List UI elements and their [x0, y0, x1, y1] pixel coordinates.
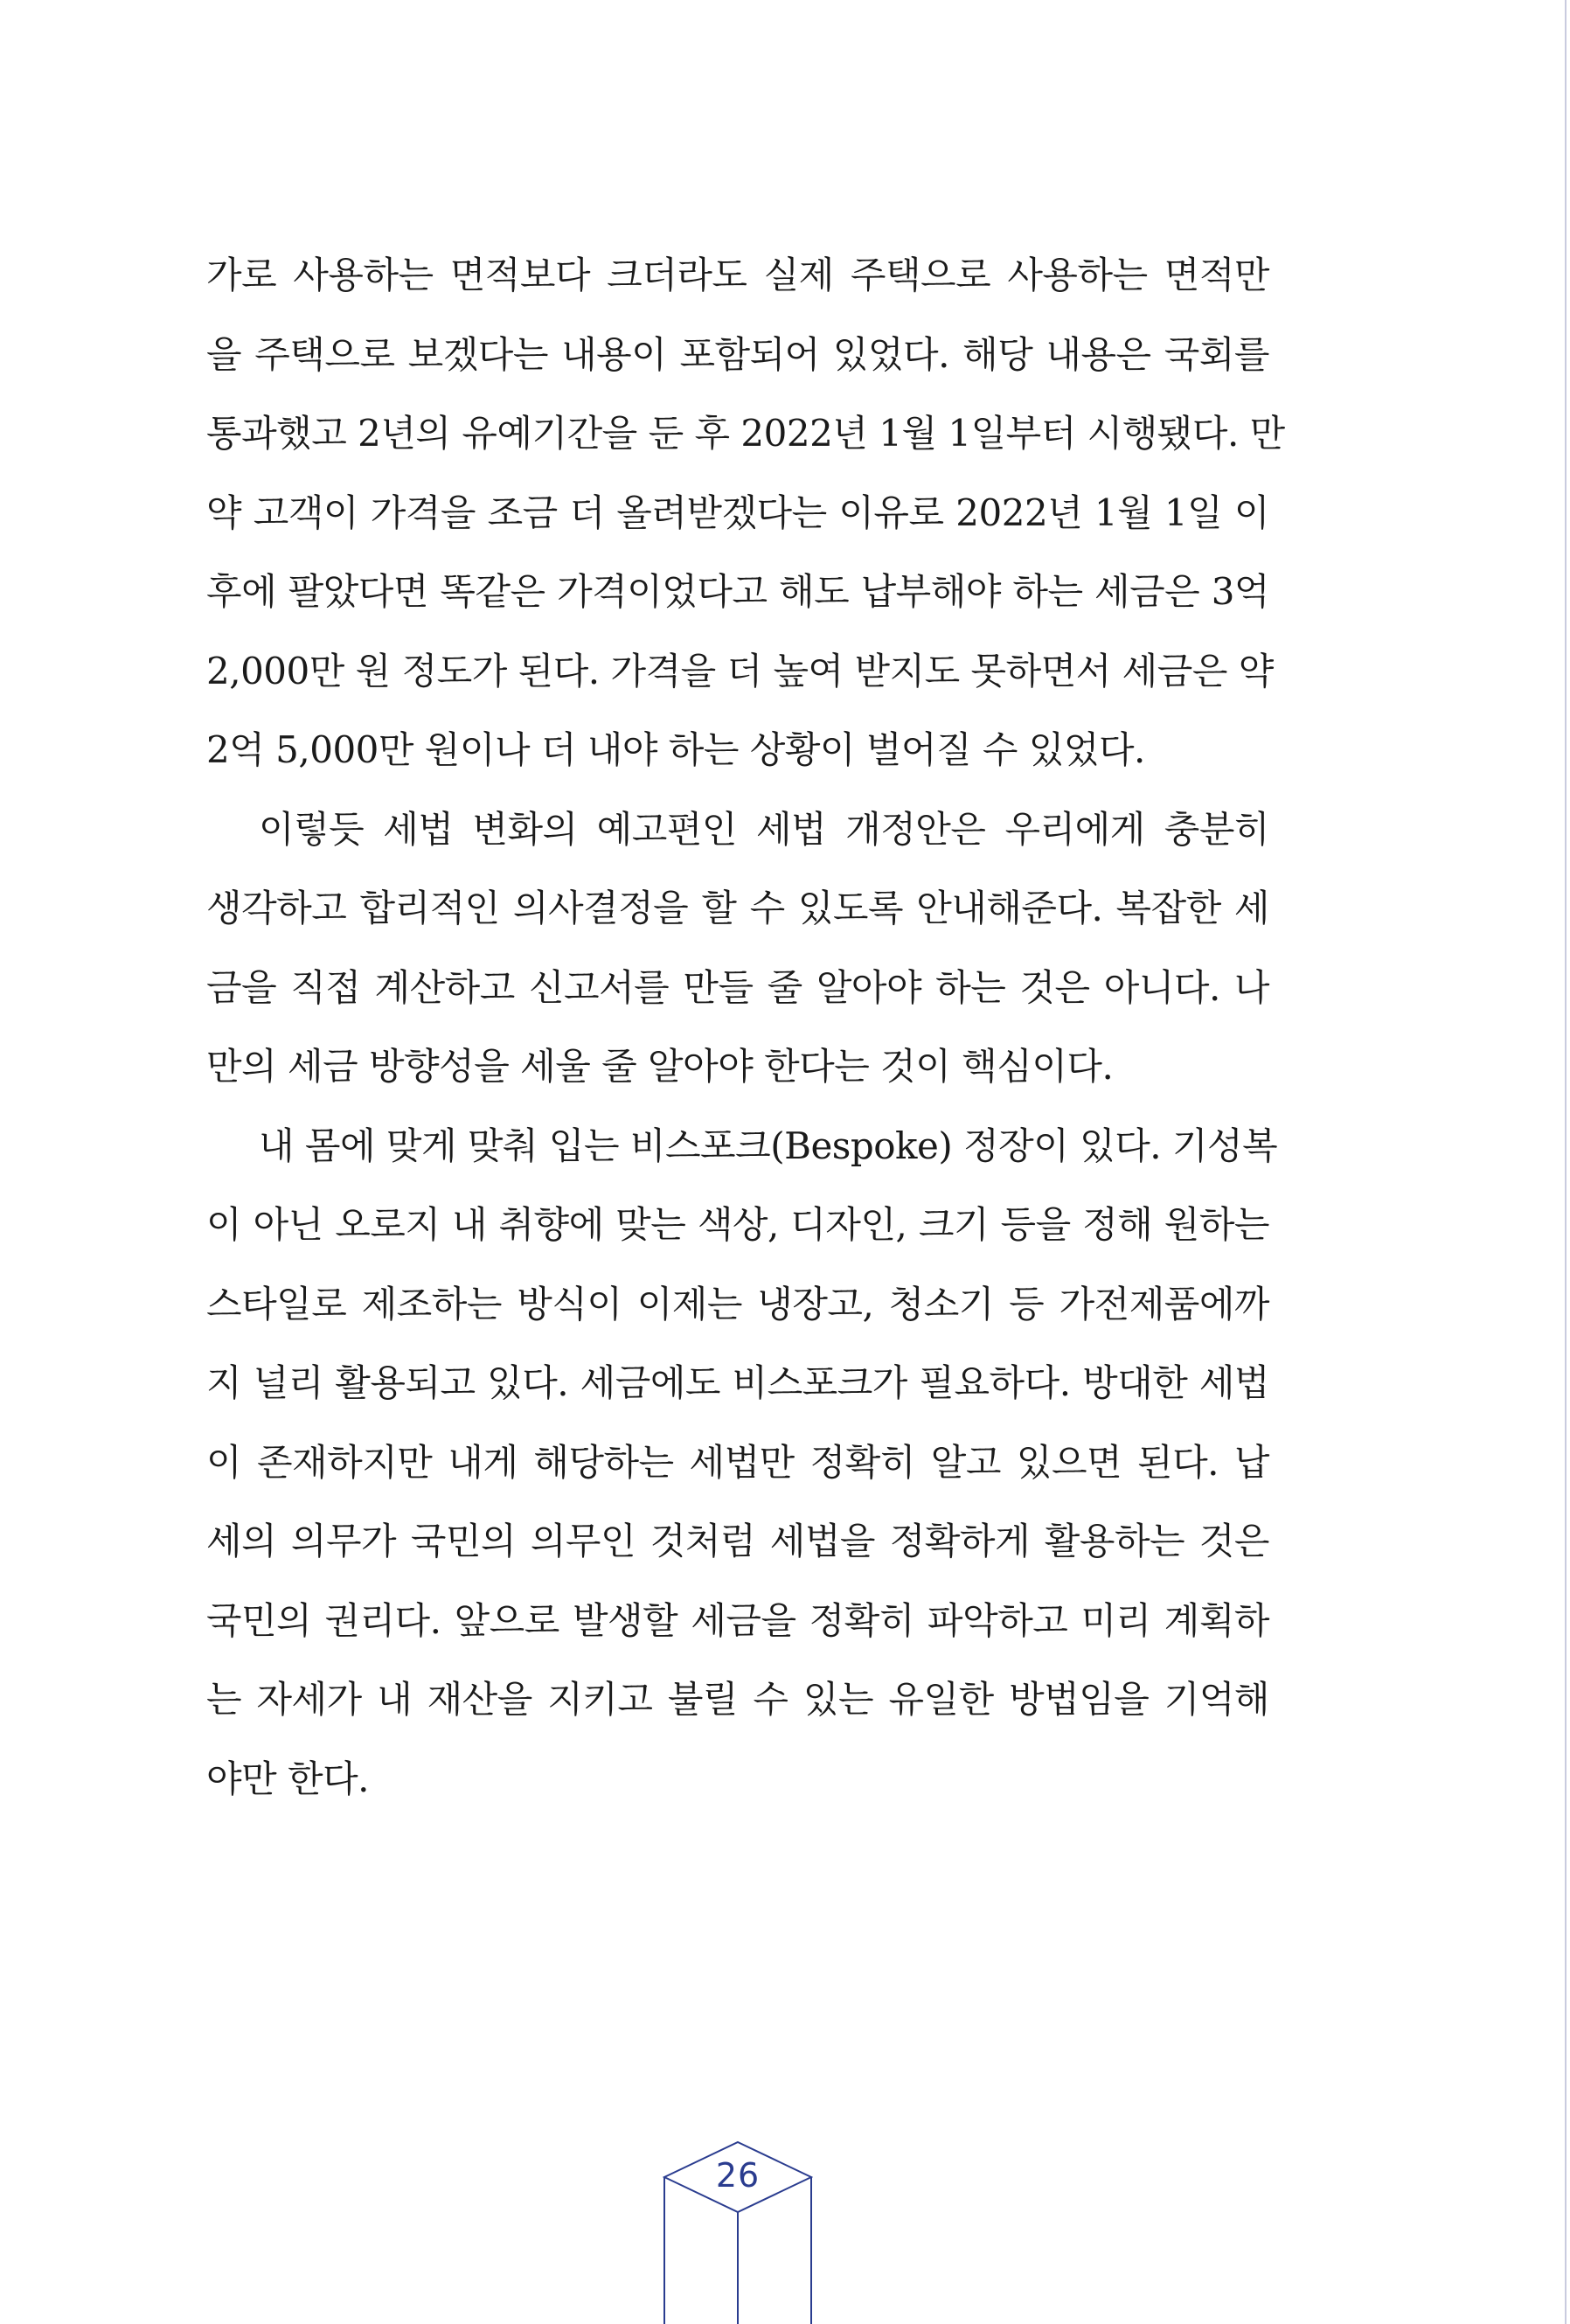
text-line: 생각하고 합리적인 의사결정을 할 수 있도록 안내해준다. 복잡한 세 — [206, 887, 1269, 929]
text-line: 이 존재하지만 내게 해당하는 세법만 정확히 알고 있으면 된다. 납 — [206, 1440, 1269, 1484]
text-line: 약 고객이 가격을 조금 더 올려받겠다는 이유로 2022년 1월 1일 이 — [206, 491, 1269, 534]
text-line: 2,000만 원 정도가 된다. 가격을 더 높여 받지도 못하면서 세금은 약 — [206, 649, 1274, 692]
text-line: 내 몸에 맞게 맞춰 입는 비스포크(Bespoke) 정장이 있다. 기성복 — [259, 1124, 1278, 1167]
page-number: 26 — [715, 2156, 761, 2195]
text-line: 세의 의무가 국민의 의무인 것처럼 세법을 정확하게 활용하는 것은 — [206, 1520, 1269, 1562]
text-line: 금을 직접 계산하고 신고서를 만들 줄 알아야 하는 것은 아니다. 나 — [206, 965, 1269, 1009]
text-line: 지 널리 활용되고 있다. 세금에도 비스포크가 필요하다. 방대한 세법 — [206, 1361, 1269, 1404]
text-line: 2억 5,000만 원이나 더 내야 하는 상황이 벌어질 수 있었다. — [206, 728, 1145, 771]
page-number-box — [663, 2140, 813, 2324]
body-text — [206, 236, 1285, 1819]
page-edge-line — [1565, 0, 1567, 2324]
text-line: 야만 한다. — [206, 1757, 369, 1800]
text-line: 을 주택으로 보겠다는 내용이 포함되어 있었다. 해당 내용은 국회를 — [206, 332, 1269, 376]
text-line: 통과했고 2년의 유예기간을 둔 후 2022년 1월 1일부터 시행됐다. 만 — [206, 412, 1285, 455]
text-line: 국민의 권리다. 앞으로 발생할 세금을 정확히 파악하고 미리 계획하 — [206, 1598, 1269, 1642]
text-line: 는 자세가 내 재산을 지키고 불릴 수 있는 유일한 방법임을 기억해 — [206, 1678, 1269, 1721]
text-line: 후에 팔았다면 똑같은 가격이었다고 해도 납부해야 하는 세금은 3억 — [206, 570, 1269, 613]
text-line: 스타일로 제조하는 방식이 이제는 냉장고, 청소기 등 가전제품에까 — [206, 1282, 1270, 1326]
text-line: 이렇듯 세법 변화의 예고편인 세법 개정안은 우리에게 충분히 — [259, 807, 1269, 851]
text-line: 이 아닌 오로지 내 취향에 맞는 색상, 디자인, 크기 등을 정해 원하는 — [206, 1203, 1269, 1246]
text-line: 만의 세금 방향성을 세울 줄 알아야 한다는 것이 핵심이다. — [206, 1045, 1114, 1088]
text-line: 가로 사용하는 면적보다 크더라도 실제 주택으로 사용하는 면적만 — [206, 254, 1269, 296]
